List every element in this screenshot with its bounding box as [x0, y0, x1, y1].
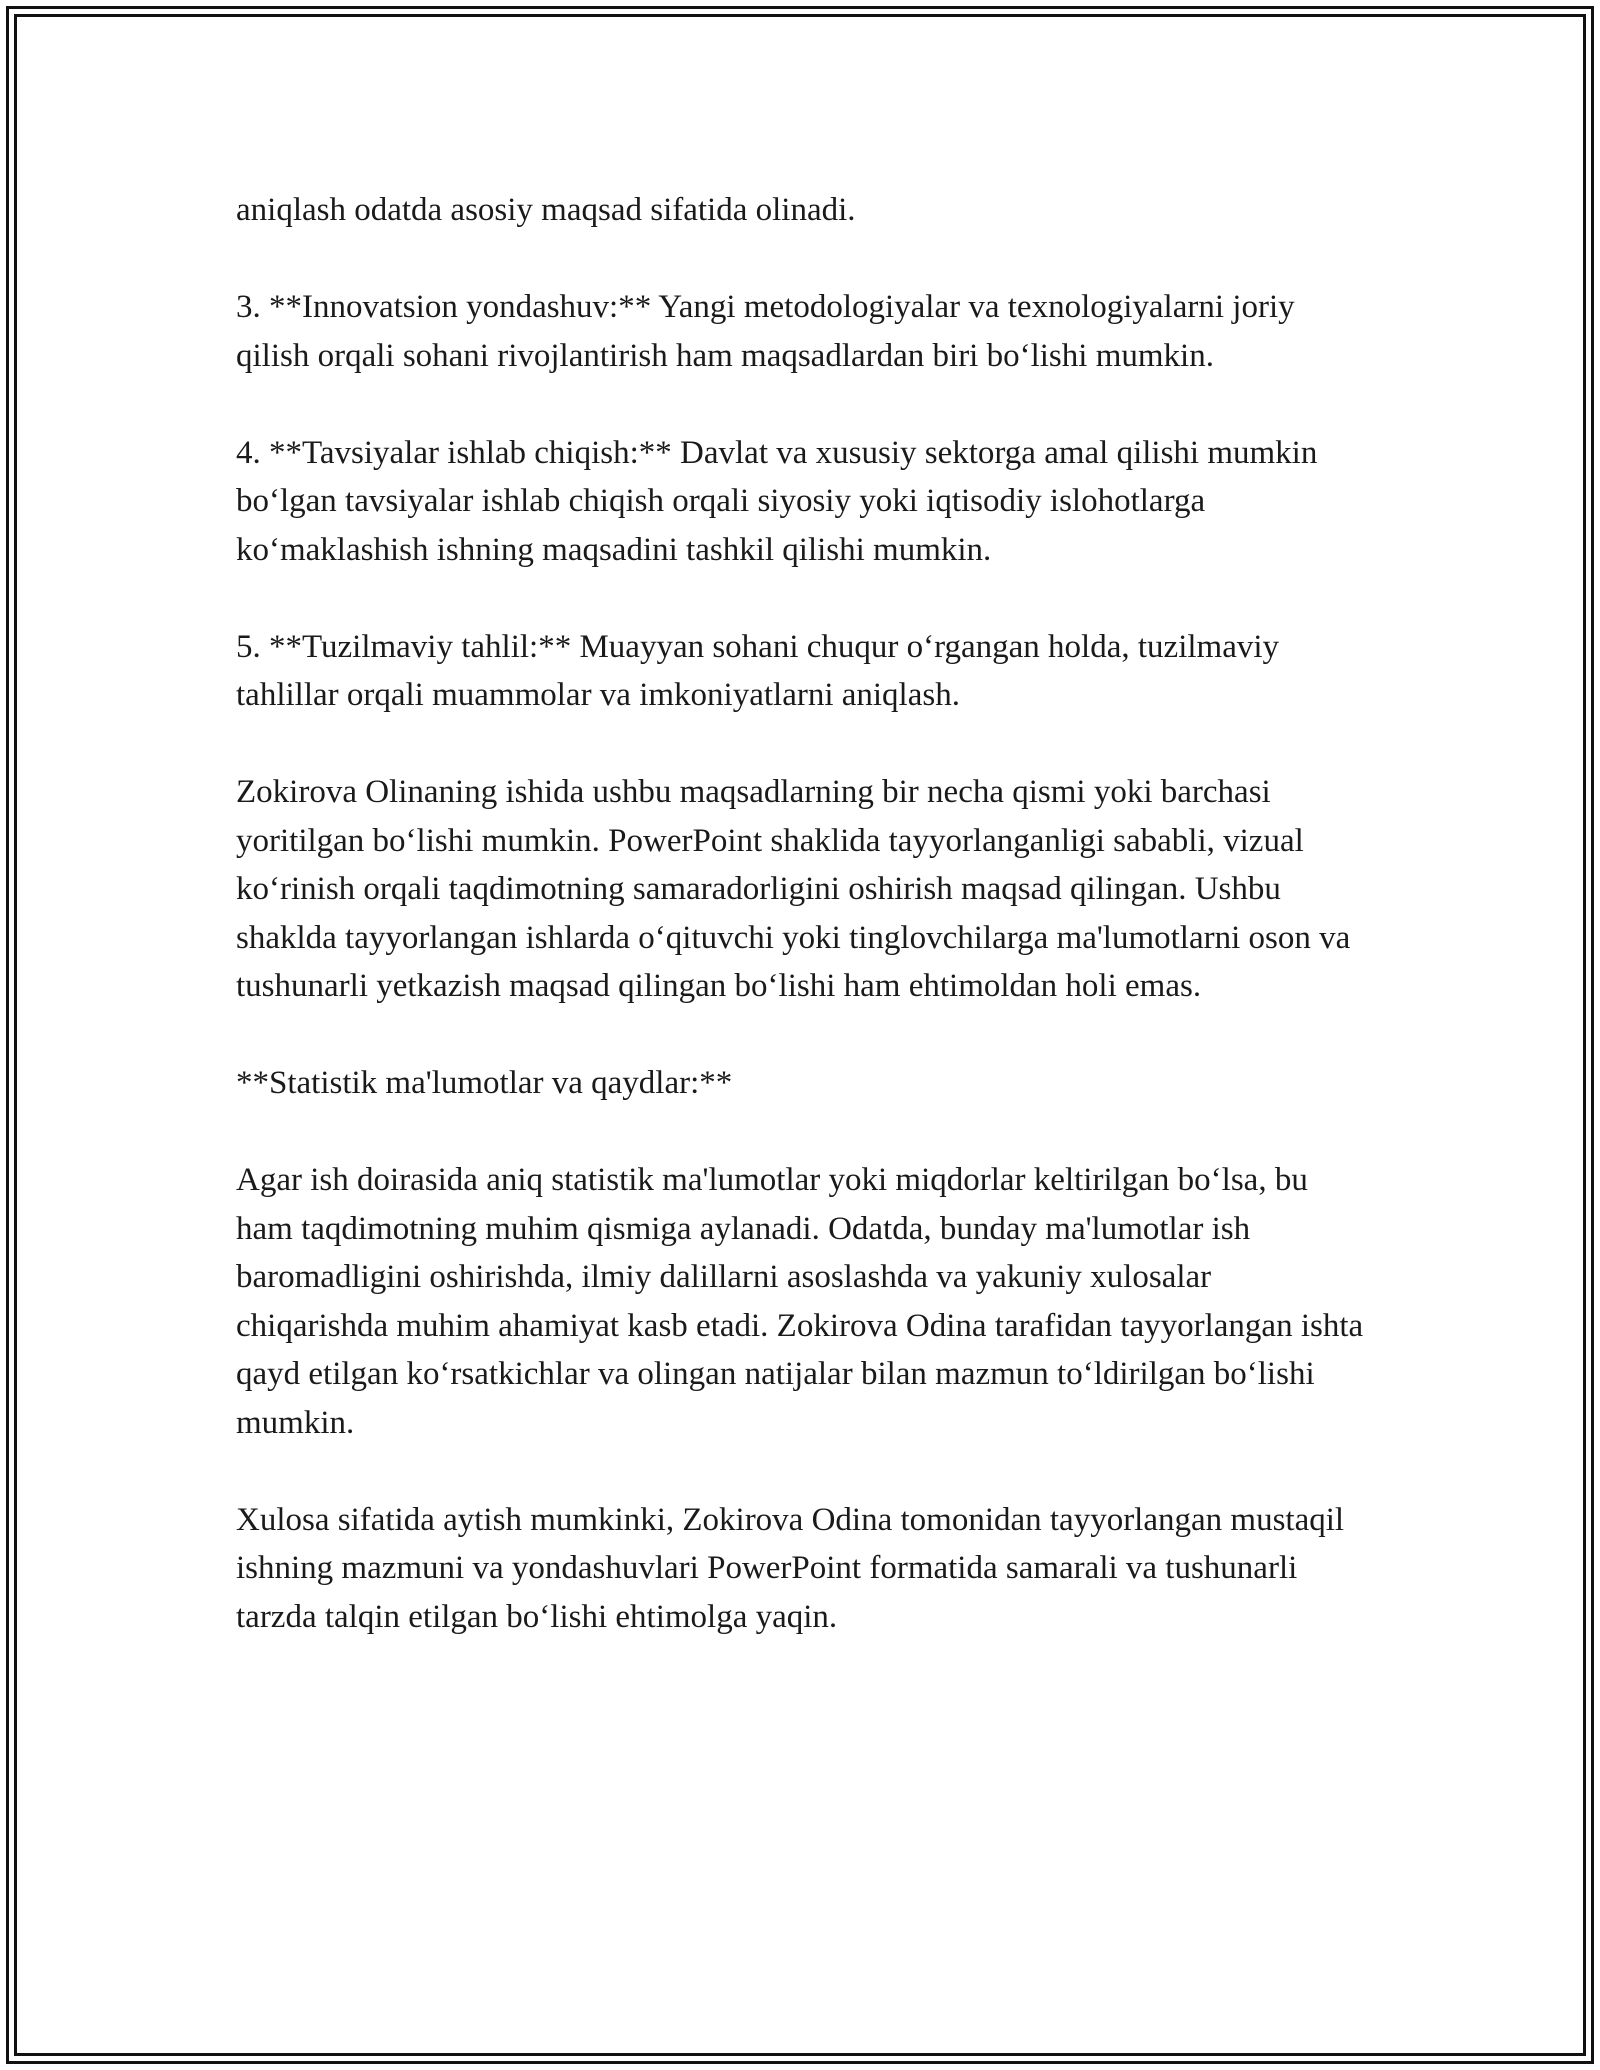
paragraph-olina-work: Zokirova Olinaning ishida ushbu maqsadlarning bir necha qismi yoki barchasi yoritilgan bo‘lishi mumkin. PowerPoint shaklida tayyorlanganligi sababli, vizual ko‘rinish orqali taqdimotning samaradorligini oshirish maqsad qilingan. Ushbu shaklda tayyorlangan ishlarda o‘qituvchi yoki tinglovchilarga ma'lumotlarni oson va tushunarli yetkazish maqsad qilingan bo‘lishi ham ehtimoldan holi emas. — [236, 774, 1351, 1004]
paragraph-conclusion: Xulosa sifatida aytish mumkinki, Zokirova Odina tomonidan tayyorlangan mustaqil ishning mazmuni va yondashuvlari PowerPoint formatida samarali va tushunarli tarzda talqin etilgan bo‘lishi ehtimolga yaqin. — [236, 1501, 1345, 1635]
paragraph-statistics: Agar ish doirasida aniq statistik ma'lumotlar yoki miqdorlar keltirilgan bo‘lsa, bu ham taqdimotning muhim qismiga aylanadi. Odatda, bunday ma'lumotlar ish baromadligini oshirishda, ilmiy dalillarni asoslashda va yakuniy xulosalar chiqarishda muhim ahamiyat kasb etadi. Zokirova Odina tarafidan tayyorlangan ishta qayd etilgan ko‘rsatkichlar va olingan natijalar bilan mazmun to‘ldirilgan bo‘lishi mumkin. — [236, 1162, 1364, 1441]
document-body — [236, 186, 1366, 1690]
paragraph-item-3: 3. **Innovatsion yondashuv:** Yangi metodologiyalar va texnologiyalarni joriy qilish orqali sohani rivojlantirish ham maqsadlardan biri bo‘lishi mumkin. — [236, 289, 1295, 374]
paragraph-item-4: 4. **Tavsiyalar ishlab chiqish:** Davlat va xususiy sektorga amal qilishi mumkin bo‘lgan tavsiyalar ishlab chiqish orqali siyosiy yoki iqtisodiy islohotlarga ko‘maklashish ishning maqsadini tashkil qilishi mumkin. — [236, 434, 1318, 568]
paragraph-continuation: aniqlash odatda asosiy maqsad sifatida olinadi. — [236, 192, 856, 228]
paragraph-item-5: 5. **Tuzilmaviy tahlil:** Muayyan sohani chuqur o‘rgangan holda, tuzilmaviy tahlillar orqali muammolar va imkoniyatlarni aniqlash. — [236, 628, 1280, 713]
section-heading-statistics: **Statistik ma'lumotlar va qaydlar:** — [236, 1065, 733, 1101]
